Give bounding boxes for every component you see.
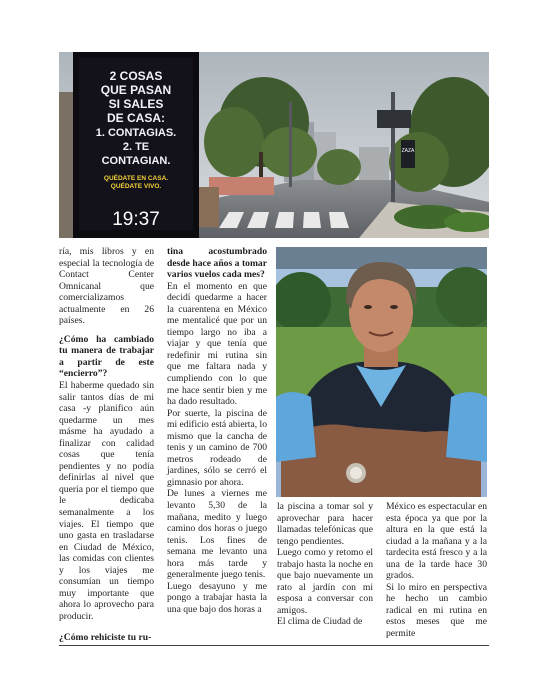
paragraph: El haberme quedado sin salir tantos días de mi casa -y planifico aún quedarme un mes másme ha ayudado a finalizar con calidad cosas que tenía pendientes y no podía definirlas al nivel que quería por el tiempo que le dedicaba semanalmente a los viajes. El tiempo que uno gasta en trasladarse en Ciudad de México, las comidas con clientes y los viajes me consumían un tiempo muy importante que ahora lo aprovecho para producir. (59, 380, 154, 622)
article-column-1 (59, 246, 154, 643)
paragraph: México es espectacular en esta época ya que por la altura en la que está la ciudad a la mañana y a la tardecita está fresco y a la una de la tarde hace 30 grados. (386, 501, 487, 582)
sign-small-line: QUÉDATE VIVO. (110, 183, 162, 190)
portrait-photo (276, 247, 487, 497)
interview-question: ¿Cómo rehiciste tu ru- (59, 631, 152, 643)
paragraph: ría, mis libros y en especial la tecnología de Contact Center Omnicanal que comercializamos actualmente en 26 países. (59, 246, 154, 327)
paragraph: Luego desayuno y me pongo a trabajar hasta la una que bajo dos horas a (167, 580, 267, 615)
clock-display: 19:37 (112, 209, 160, 230)
paragraph: De lunes a viernes me levanto 5,30 de la mañana, medito y luego camino dos horas o juego tenis. Los fines de semana me levanto una hora más tarde y generalmente juego tenis. (167, 488, 267, 581)
article-column-2 (167, 246, 267, 616)
page-bottom-rule (59, 645, 489, 646)
sign-line: 2 COSAS (109, 69, 163, 83)
paragraph: En el momento en que decidí quedarme a hacer la cuarentena en México me mentalicé que por un tiempo largo no iba a viajar y que tenía que redefinir mi rutina sin que me faltara nada y cumpliendo con lo que me hace sentir bien y me ha dado resultado. (167, 280, 267, 408)
paragraph: Por suerte, la piscina de mi edificio está abierta, lo mismo que la cancha de tenis y un camino de 700 metros rodeado de jardines, sólo se cerró el gimnasio por ahora. (167, 407, 267, 488)
paragraph: la piscina a tomar sol y aprovechar para hacer llamadas telefónicas que tengo pendientes. (277, 501, 373, 547)
paragraph: Luego como y retomo el trabajo hasta la noche en que bajo nuevamente un rato al jardín con mi esposa a conversar con amigos. (277, 547, 373, 616)
paragraph: Si lo miro en perspectiva he hecho un cambio radical en mi rutina en estos meses que me permite (386, 581, 487, 640)
street-sign-text: ZAZA (401, 148, 415, 154)
sign-line: QUE PASAN (100, 83, 172, 97)
sign-small-line: QUÉDATE EN CASA. (103, 175, 169, 182)
interview-question: tina acostumbrado desde hace años a tomar varios vuelos cada mes? (167, 246, 267, 281)
sign-line: 1. CONTAGIAS. (95, 127, 177, 139)
article-column-3 (277, 501, 373, 628)
article-column-4 (386, 501, 487, 640)
sign-line: SI SALES (108, 97, 164, 111)
paragraph: El clima de Ciudad de (277, 616, 363, 628)
street-scene (59, 52, 489, 238)
portrait-scene (276, 247, 487, 497)
sign-line: CONTAGIAN. (101, 155, 171, 167)
sign-line: DE CASA: (106, 111, 166, 125)
sign-line: 2. TE (122, 141, 150, 153)
street-photo (59, 52, 489, 238)
interview-question: ¿Cómo ha cambiado tu manera de trabajar a partir de este “encierro”? (59, 333, 154, 380)
